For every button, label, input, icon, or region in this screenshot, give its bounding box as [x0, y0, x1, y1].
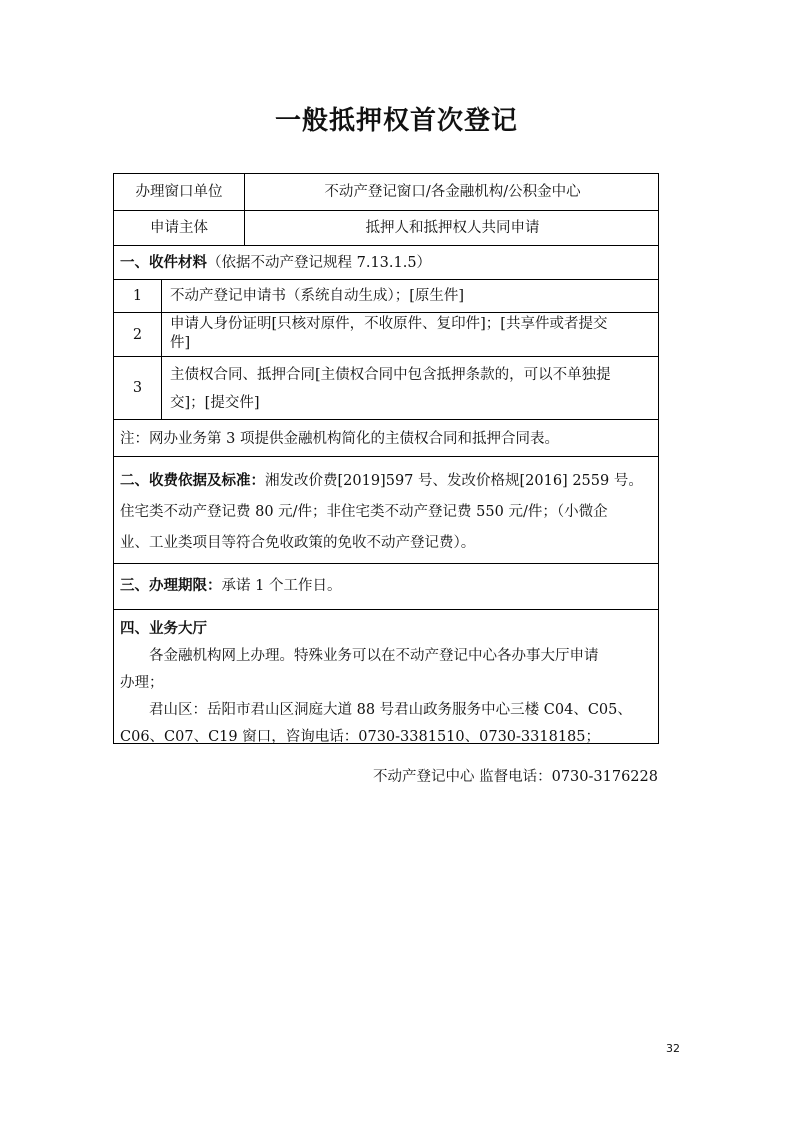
material-item-line: 申请人身份证明[只核对原件，不收原件、复印件]；[共享件或者提交 [170, 316, 608, 332]
material-item-line: 主债权合同、抵押合同[主债权合同中包含抵押条款的，可以不单独提 [170, 367, 611, 383]
material-item-number: 1 [114, 280, 162, 312]
procedure-table [113, 173, 659, 744]
material-item-text [162, 313, 660, 356]
applicant-label: 申请主体 [114, 211, 245, 245]
office-label: 办理窗口单位 [114, 174, 245, 210]
fees-line [120, 466, 652, 497]
fees-content [120, 466, 652, 559]
hall-heading: 四、业务大厅 [120, 621, 207, 637]
hall-line4: C06、C07、C19 窗口，咨询电话：0730-3381510、0730-3318185； [120, 729, 600, 745]
page-title: 一般抵押权首次登记 [274, 106, 518, 136]
materials-heading [120, 253, 652, 273]
material-item-line: 件] [170, 335, 191, 351]
material-item-row [114, 357, 658, 420]
office-row [114, 174, 658, 211]
hall-line3: 君山区：岳阳市君山区洞庭大道 88 号君山政务服务中心三楼 C04、C05、 [149, 702, 632, 718]
hall-line2: 办理； [120, 675, 164, 691]
hall-row [114, 610, 658, 743]
applicant-value: 抵押人和抵押权人共同申请 [365, 220, 540, 236]
materials-heading-title: 一、收件材料 [120, 255, 207, 271]
materials-note-row [114, 420, 658, 457]
period-heading: 三、办理期限： [120, 578, 222, 594]
footer-supervision-phone: 不动产登记中心 监督电话：0730-3176228 [373, 769, 658, 785]
page-number: 32 [666, 1042, 680, 1055]
material-item-row [114, 313, 658, 357]
material-item-line: 交]；[提交件] [170, 395, 260, 411]
fees-line1: 湘发改价费[2019]597 号、发改价格规[2016] 2559 号。 [265, 473, 643, 489]
materials-note: 注：网办业务第 3 项提供金融机构简化的主债权合同和抵押合同表。 [120, 431, 559, 447]
office-value: 不动产登记窗口/各金融机构/公积金中心 [324, 184, 581, 200]
applicant-row [114, 211, 658, 246]
hall-line1: 各金融机构网上办理。特殊业务可以在不动产登记中心各办事大厅申请 [149, 648, 599, 664]
period-value: 承诺 1 个工作日。 [221, 578, 342, 594]
material-item-row [114, 280, 658, 313]
fees-line3: 业、工业类项目等符合免收政策的免收不动产登记费）。 [120, 535, 476, 551]
period-row [114, 564, 658, 610]
fees-line2: 住宅类不动产登记费 80 元/件；非住宅类不动产登记费 550 元/件；（小微企 [120, 504, 608, 520]
materials-heading-row [114, 246, 658, 280]
material-item-number: 3 [114, 357, 162, 419]
fees-row [114, 457, 658, 564]
hall-content [120, 616, 652, 751]
period-content [120, 576, 652, 596]
material-item-text: 不动产登记申请书（系统自动生成）；[原生件] [170, 288, 465, 304]
material-item-text [162, 357, 660, 419]
fees-heading: 二、收费依据及标准： [120, 473, 265, 489]
material-item-number: 2 [114, 313, 162, 356]
materials-heading-note: （依据不动产登记规程 7.13.1.5） [207, 255, 432, 271]
